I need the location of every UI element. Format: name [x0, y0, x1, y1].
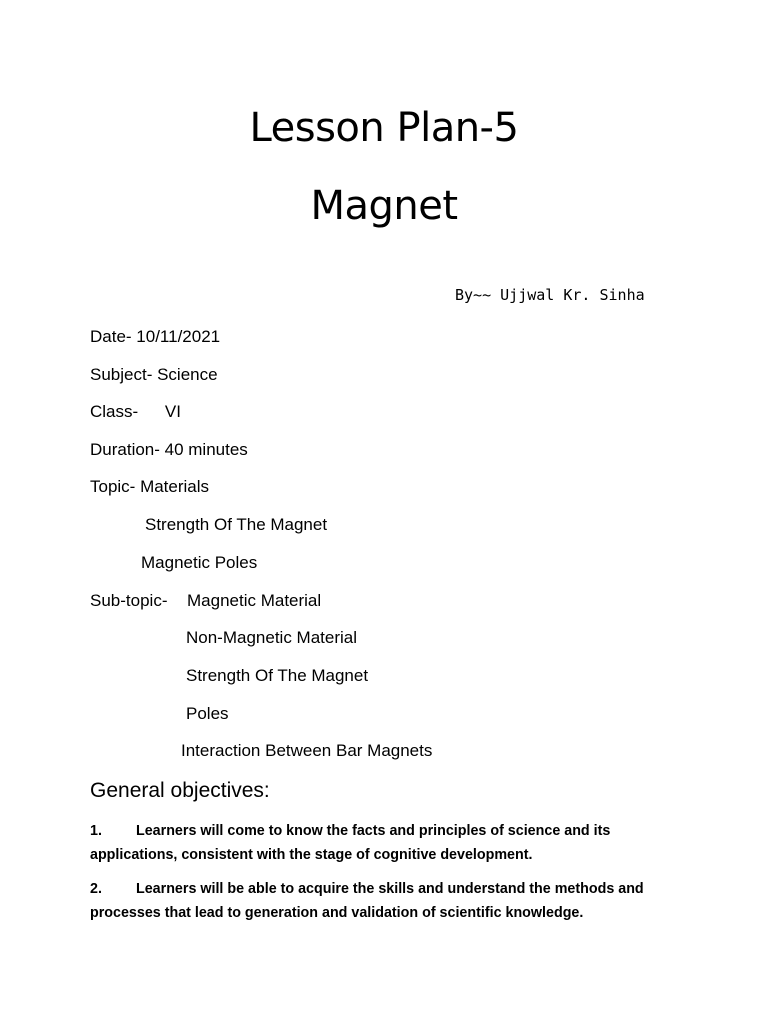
objective-number: 1. [90, 823, 102, 839]
class-label: Class- [90, 402, 139, 421]
objective-number: 2. [90, 881, 102, 897]
page-subtitle: Magnet [310, 183, 458, 229]
duration-field: Duration- 40 minutes [90, 440, 248, 459]
date-field: Date- 10/11/2021 [90, 327, 221, 346]
class-field [90, 401, 181, 423]
author-line: By~~ Ujjwal Kr. Sinha [455, 286, 645, 304]
subtopic-field [90, 590, 167, 612]
subtopic-item: Non-Magnetic Material [186, 628, 358, 647]
subject-field: Subject- Science [90, 365, 218, 384]
subtopic-item: Strength Of The Magnet [186, 666, 369, 685]
subtopic-label: Sub-topic- [90, 591, 168, 610]
objective-text: Learners will come to know the facts and principles of science and its applications, consistent with the stage of cognitive development. [90, 823, 611, 863]
subtopic-item: Magnetic Material [187, 591, 322, 610]
topic-item: Strength Of The Magnet [145, 515, 328, 534]
objective-item [90, 819, 680, 867]
class-value: VI [164, 402, 181, 421]
subtopic-item: Interaction Between Bar Magnets [181, 741, 433, 760]
subtopic-item: Poles [186, 704, 229, 723]
page-title: Lesson Plan-5 [249, 105, 519, 151]
topic-field: Topic- Materials [90, 477, 210, 496]
objective-text: Learners will be able to acquire the skills and understand the methods and processes that lead to generation and validation of scientific knowledge. [90, 881, 644, 921]
topic-item: Magnetic Poles [141, 553, 258, 572]
objective-item [90, 877, 680, 925]
objectives-heading: General objectives: [90, 779, 270, 802]
